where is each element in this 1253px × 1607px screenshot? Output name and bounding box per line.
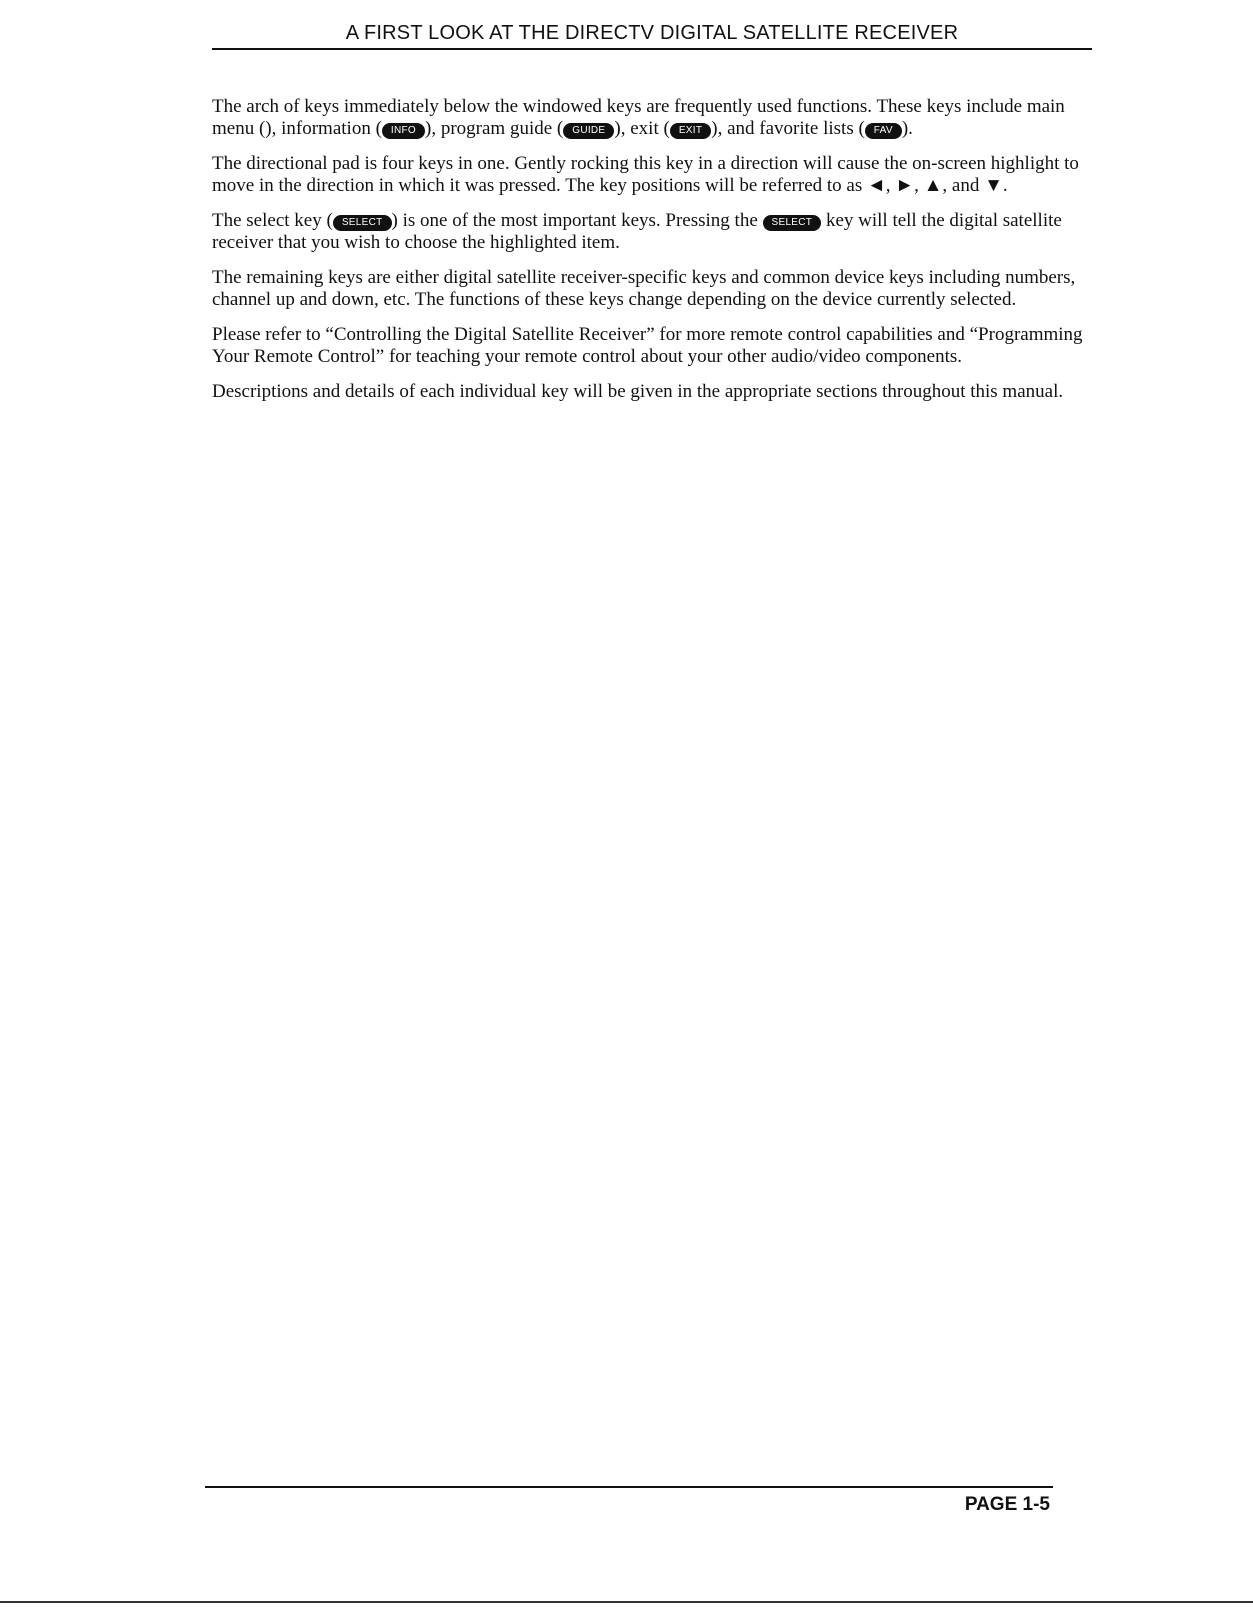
paragraph-directional-pad: The directional pad is four keys in one. Gently rocking this key in a direction will cause the on-screen highlight to move in the direction in which it was pressed. The key positions will be referred to as ◄, ►, ▲, and ▼. xyxy=(212,153,1079,196)
info-key-icon: INFO xyxy=(382,123,425,139)
select-key-icon: SELECT xyxy=(333,215,392,231)
body-content xyxy=(212,96,1092,416)
page-header-title: A FIRST LOOK AT THE DIRECTV DIGITAL SATELLITE RECEIVER xyxy=(345,22,959,44)
header-divider xyxy=(212,48,1092,50)
paragraph-select-key: The select key ( SELECT ) is one of the most important keys. Pressing the SELECT key will tell the digital satellite receiver that you wish to choose the highlighted item. xyxy=(212,210,1062,253)
paragraph-remaining-keys: The remaining keys are either digital satellite receiver-specific keys and common device keys including numbers, channel up and down, etc. The functions of these keys change depending on the device currently selected. xyxy=(212,267,1076,310)
scan-bottom-edge xyxy=(0,1601,1253,1603)
exit-key-icon: EXIT xyxy=(670,123,711,139)
footer-divider xyxy=(205,1486,1053,1488)
select-key-icon: SELECT xyxy=(763,215,822,231)
fav-key-icon: FAV xyxy=(865,123,902,139)
guide-key-icon: GUIDE xyxy=(563,123,614,139)
paragraph-refer: Please refer to “Controlling the Digital Satellite Receiver” for more remote control capabilities and “Programming Your Remote Control” for teaching your remote control about your other audio/video components. xyxy=(212,324,1083,367)
paragraph-descriptions: Descriptions and details of each individual key will be given in the appropriate sections throughout this manual. xyxy=(212,381,1064,402)
paragraph-arch-keys: The arch of keys immediately below the windowed keys are frequently used functions. These keys include main menu (), information ( INFO ), program guide ( GUIDE ), exit ( EXIT ), and favorite lists ( FAV ). xyxy=(212,96,1065,139)
page-number: PAGE 1-5 xyxy=(964,1494,1050,1515)
